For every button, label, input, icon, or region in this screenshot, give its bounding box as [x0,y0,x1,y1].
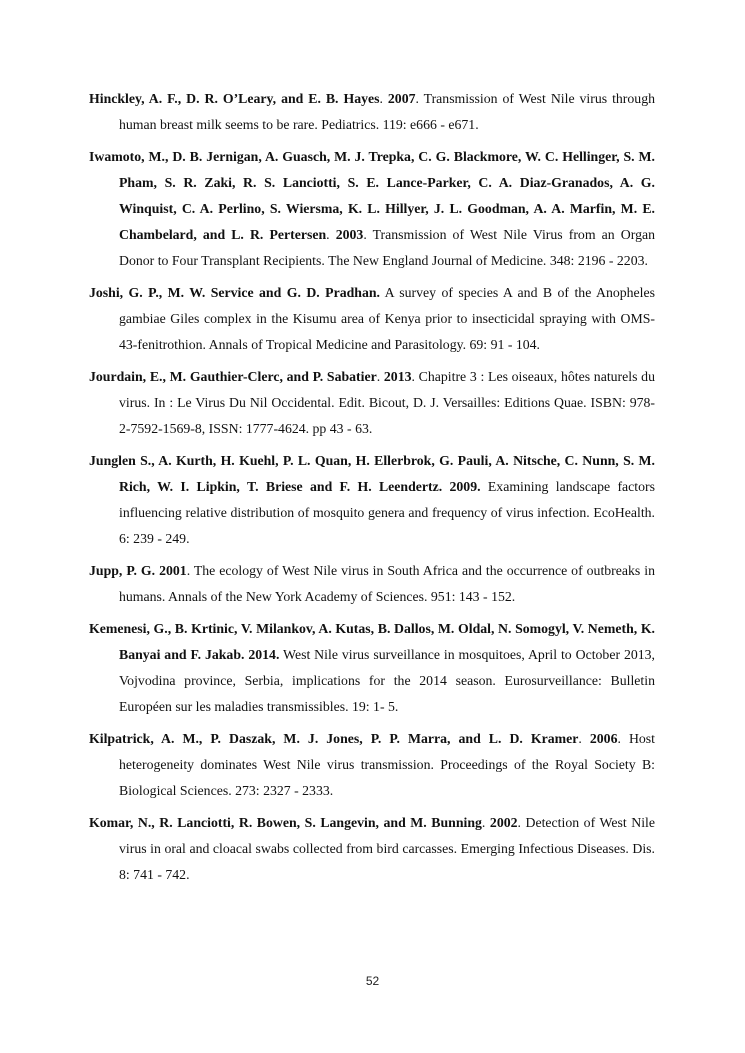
reference-authors: Junglen S., A. Kurth, H. Kuehl, P. L. Quan, H. Ellerbrok, G. Pauli, A. Nitsche, C. Nunn, S. M. Rich, W. I. Lipkin, T. Briese and F. H. Leendertz. 2009. [89,453,655,494]
reference-year: 2006 [589,731,618,746]
reference-separator: . [578,731,590,746]
reference-details: . Transmission of West Nile virus through human breast milk seems to be rare. Pediatrics. 119: e666 - e671. [119,91,655,132]
reference-authors: Joshi, G. P., M. W. Service and G. D. Pradhan. [89,285,380,300]
reference-year: 2007 [387,91,416,106]
reference-separator: . [481,815,490,830]
reference-separator: . [376,369,384,384]
reference-entry [89,810,655,888]
reference-authors: Iwamoto, M., D. B. Jernigan, A. Guasch, M. J. Trepka, C. G. Blackmore, W. C. Hellinger, S. M. Pham, S. R. Zaki, R. S. Lanciotti, S. E. Lance-Parker, C. A. Diaz-Granados, A. G. Winquist, C. A. Perlino, S. Wiersma, K. L. Hillyer, J. L. Goodman, A. A. Marfin, M. E. Chambelard, and L. R. Pertersen [89,149,655,242]
reference-authors: Jourdain, E., M. Gauthier-Clerc, and P. Sabatier [89,369,377,384]
reference-details: West Nile virus surveillance in mosquitoes, April to October 2013, Vojvodina province, Serbia, implications for the 2014 season. Eurosurveillance: Bulletin Européen sur les maladies transmissibles. 19: 1- 5. [119,647,655,714]
reference-list [89,86,655,894]
reference-separator: . [326,227,336,242]
reference-entry [89,448,655,552]
reference-entry [89,616,655,720]
reference-year: 2003 [335,227,364,242]
reference-details: . The ecology of West Nile virus in South Africa and the occurrence of outbreaks in humans. Annals of the New York Academy of Sciences. 951: 143 - 152. [119,563,655,604]
reference-details: . Chapitre 3 : Les oiseaux, hôtes naturels du virus. In : Le Virus Du Nil Occidental. Edit. Bicout, D. J. Versailles: Editions Quae. ISBN: 978-2-7592-1569-8, ISSN: 1777-4624. pp 43 - 63. [119,369,655,436]
reference-details: . Detection of West Nile virus in oral and cloacal swabs collected from bird carcasses. Emerging Infectious Diseases. Dis. 8: 741 - 742. [119,815,655,882]
reference-entry [89,280,655,358]
reference-entry [89,726,655,804]
reference-separator: . [379,91,388,106]
reference-authors: Komar, N., R. Lanciotti, R. Bowen, S. Langevin, and M. Bunning [89,815,482,830]
reference-authors: Kemenesi, G., B. Krtinic, V. Milankov, A. Kutas, B. Dallos, M. Oldal, N. Somogyl, V. Nemeth, K. Banyai and F. Jakab. 2014. [89,621,655,662]
page-number: 52 [365,974,380,988]
reference-year: 2013 [383,369,412,384]
reference-authors: Hinckley, A. F., D. R. O’Leary, and E. B. Hayes [89,91,380,106]
reference-entry [89,86,655,138]
reference-year: 2002 [489,815,518,830]
reference-details: Examining landscape factors influencing relative distribution of mosquito genera and frequency of virus infection. EcoHealth. 6: 239 - 249. [119,479,655,546]
reference-details: . Host heterogeneity dominates West Nile virus transmission. Proceedings of the Royal Society B: Biological Sciences. 273: 2327 - 2333. [119,731,656,798]
reference-authors: Jupp, P. G. 2001 [89,563,187,578]
reference-details: . Transmission of West Nile Virus from an Organ Donor to Four Transplant Recipients. The New England Journal of Medicine. 348: 2196 - 2203. [119,227,655,268]
reference-entry [89,364,655,442]
reference-entry [89,558,655,610]
reference-details: A survey of species A and B of the Anopheles gambiae Giles complex in the Kisumu area of Kenya prior to insecticidal spraying with OMS-43-fenitrothion. Annals of Tropical Medicine and Parasitology. 69: 91 - 104. [119,285,655,352]
reference-entry [89,144,655,274]
reference-authors: Kilpatrick, A. M., P. Daszak, M. J. Jones, P. P. Marra, and L. D. Kramer [89,731,579,746]
